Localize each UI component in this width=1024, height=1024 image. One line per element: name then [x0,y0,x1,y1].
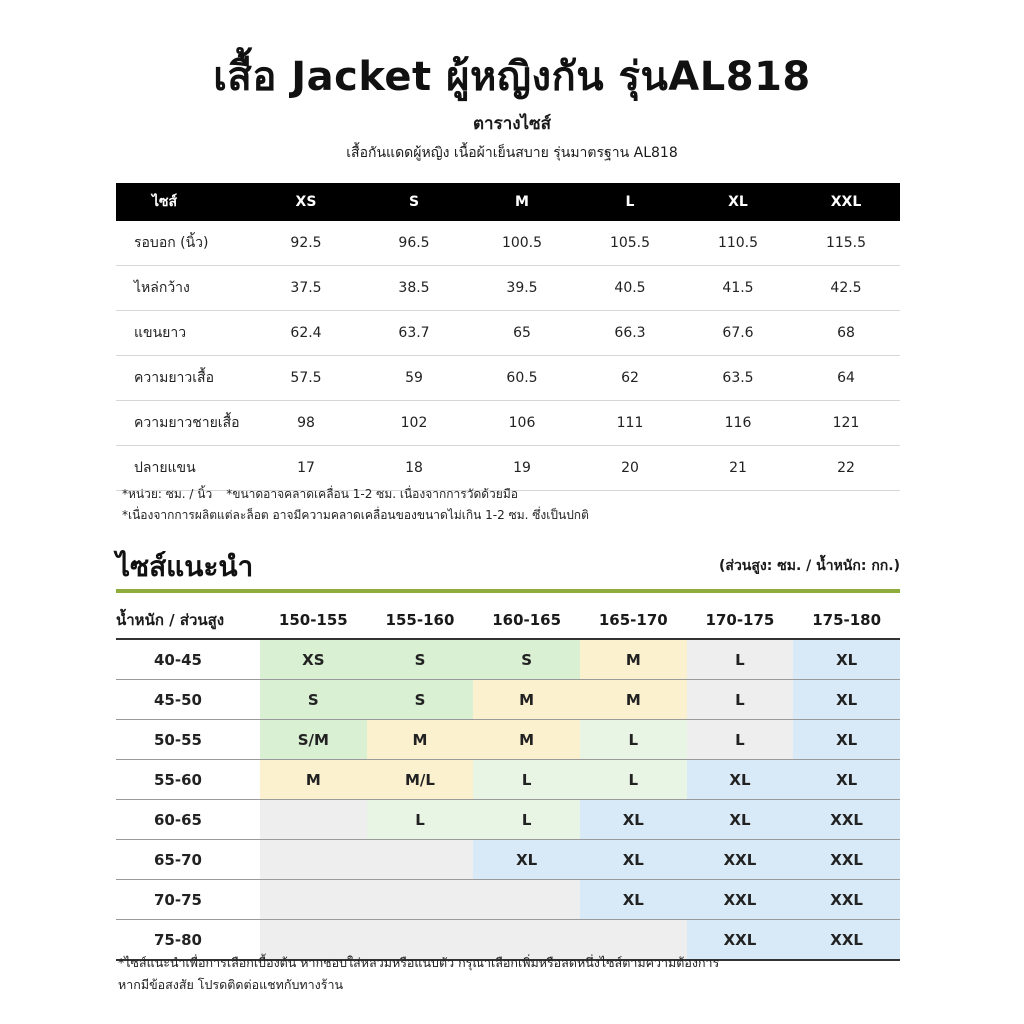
recommended-size-cell: L [580,720,687,760]
measurement-label: ปลายแขน [116,446,252,491]
measurement-value: 67.6 [684,311,792,356]
size-chart-row [116,266,900,311]
product-description: เสื้อกันแดดผู้หญิง เนื้อผ้าเย็นสบาย รุ่นมาตรฐาน AL818 [346,145,678,161]
recommended-size-cell: M [367,720,474,760]
measurement-value: 102 [360,401,468,446]
recommended-size-cell [260,880,367,920]
measurement-value: 68 [792,311,900,356]
note-tolerance: *ขนาดอาจคลาดเคลื่อน 1-2 ซม. เนื่องจากการวัดด้วยมือ [226,487,518,501]
recommended-size-cell: L [687,680,794,720]
measurement-label: รอบอก (นิ้ว) [116,221,252,266]
measurement-value: 116 [684,401,792,446]
measurement-value: 62.4 [252,311,360,356]
size-header-cell: L [576,183,684,221]
recommended-size-cell: XL [793,639,900,680]
size-chart-row [116,311,900,356]
measurement-value: 121 [792,401,900,446]
recommended-size-cell [367,840,474,880]
height-header-cell: 175-180 [793,602,900,639]
measurement-value: 105.5 [576,221,684,266]
size-header-cell: M [468,183,576,221]
measurement-label: ความยาวชายเสื้อ [116,401,252,446]
recommended-size-cell [473,880,580,920]
measurement-value: 22 [792,446,900,491]
recommended-size-cell: XXL [687,920,794,961]
recommended-size-cell: S [367,680,474,720]
footer-note-1: *ไซส์แนะนำเพื่อการเลือกเบื้องต้น หากชอบใส่หลวมหรือแนบตัว กรุณาเลือกเพิ่มหรือลดหนึ่งไซส์ตามความต้องการ [118,955,720,970]
recommended-size-cell [260,840,367,880]
recommend-corner-label: น้ำหนัก / ส่วนสูง [116,602,260,639]
recommended-size-cell: XL [793,720,900,760]
recommended-size-cell [367,880,474,920]
measurement-value: 106 [468,401,576,446]
size-header-cell: S [360,183,468,221]
recommended-size-cell: S [260,680,367,720]
measurement-value: 96.5 [360,221,468,266]
size-header-cell: XS [252,183,360,221]
weight-label: 60-65 [116,800,260,840]
measurement-value: 110.5 [684,221,792,266]
footer-notes [118,952,719,996]
measurement-value: 19 [468,446,576,491]
height-header-cell: 170-175 [687,602,794,639]
measurement-value: 21 [684,446,792,491]
recommended-size-cell: L [687,720,794,760]
recommended-size-cell: L [580,760,687,800]
weight-label: 55-60 [116,760,260,800]
recommended-size-cell: XL [793,760,900,800]
recommended-size-cell: XL [687,800,794,840]
measurement-value: 98 [252,401,360,446]
recommended-size-cell: M [580,639,687,680]
recommended-size-cell: XL [580,800,687,840]
measurement-value: 111 [576,401,684,446]
page-subtitle: ตารางไซส์ [472,114,552,134]
weight-label: 50-55 [116,720,260,760]
recommended-size-cell: XXL [793,880,900,920]
measurement-value: 42.5 [792,266,900,311]
measurement-value: 37.5 [252,266,360,311]
recommended-size-cell: XXL [793,840,900,880]
measurement-value: 41.5 [684,266,792,311]
recommend-row [116,720,900,760]
weight-label: 70-75 [116,880,260,920]
weight-label: 75-80 [116,920,260,961]
recommended-size-cell: XL [687,760,794,800]
recommended-size-cell: M/L [367,760,474,800]
recommended-size-cell: S [473,639,580,680]
measurement-value: 62 [576,356,684,401]
recommend-row [116,800,900,840]
recommended-size-cell: XXL [687,840,794,880]
recommend-row [116,680,900,720]
measurement-value: 57.5 [252,356,360,401]
measurement-value: 38.5 [360,266,468,311]
measurement-value: 60.5 [468,356,576,401]
measurement-value: 64 [792,356,900,401]
recommend-row [116,639,900,680]
height-header-cell: 155-160 [367,602,474,639]
measurement-value: 66.3 [576,311,684,356]
measurement-label: ไหล่กว้าง [116,266,252,311]
recommended-size-cell: XL [473,840,580,880]
weight-label: 65-70 [116,840,260,880]
measurement-value: 92.5 [252,221,360,266]
recommended-size-cell: XL [580,840,687,880]
size-header-cell: XL [684,183,792,221]
recommended-size-cell: S/M [260,720,367,760]
page-title: เสื้อ Jacket ผู้หญิงกัน รุ่นAL818 [213,54,811,100]
measurement-value: 59 [360,356,468,401]
recommended-size-cell: M [473,680,580,720]
measurement-value: 17 [252,446,360,491]
recommended-size-cell: L [367,800,474,840]
measurement-value: 20 [576,446,684,491]
section-divider [116,589,900,593]
recommend-unit-note: (ส่วนสูง: ซม. / น้ำหนัก: กก.) [719,558,900,574]
size-header-label: ไซส์ [116,183,252,221]
recommend-title: ไซส์แนะนำ [116,550,254,583]
recommended-size-cell: XXL [793,920,900,961]
recommended-size-cell: S [367,639,474,680]
height-header-cell: 150-155 [260,602,367,639]
recommended-size-cell: XXL [793,800,900,840]
recommended-size-cell: XL [580,880,687,920]
recommended-size-cell: M [473,720,580,760]
size-header-cell: XXL [792,183,900,221]
size-chart-row [116,356,900,401]
height-header-cell: 165-170 [580,602,687,639]
measurement-label: แขนยาว [116,311,252,356]
size-chart-row [116,221,900,266]
footer-note-2: หากมีข้อสงสัย โปรดติดต่อแชทกับทางร้าน [118,977,344,992]
recommended-size-cell: XXL [687,880,794,920]
measurement-label: ความยาวเสื้อ [116,356,252,401]
recommended-size-cell: L [473,800,580,840]
recommended-size-cell: L [687,639,794,680]
measurement-value: 65 [468,311,576,356]
size-chart-row [116,401,900,446]
measurement-value: 39.5 [468,266,576,311]
size-chart-table [116,183,900,491]
recommended-size-cell: XL [793,680,900,720]
size-chart-header-row [116,183,900,221]
recommended-size-cell: L [473,760,580,800]
measurement-value: 100.5 [468,221,576,266]
recommended-size-cell: XS [260,639,367,680]
weight-label: 45-50 [116,680,260,720]
measurement-value: 115.5 [792,221,900,266]
recommend-row [116,880,900,920]
recommend-row [116,760,900,800]
measurement-value: 40.5 [576,266,684,311]
measurement-notes [122,484,589,526]
note-production: *เนื่องจากการผลิตแต่ละล็อต อาจมีความคลาดเคลื่อนของขนาดไม่เกิน 1-2 ซม. ซึ่งเป็นปกติ [122,508,589,522]
recommended-size-cell: M [260,760,367,800]
measurement-value: 63.5 [684,356,792,401]
measurement-value: 18 [360,446,468,491]
note-unit: *หน่วย: ซม. / นิ้ว [122,487,213,501]
measurement-value: 63.7 [360,311,468,356]
height-header-cell: 160-165 [473,602,580,639]
weight-label: 40-45 [116,639,260,680]
recommended-size-cell: M [580,680,687,720]
recommend-header-row [116,602,900,639]
recommended-size-cell [260,800,367,840]
recommend-table [116,602,900,961]
recommend-row [116,840,900,880]
